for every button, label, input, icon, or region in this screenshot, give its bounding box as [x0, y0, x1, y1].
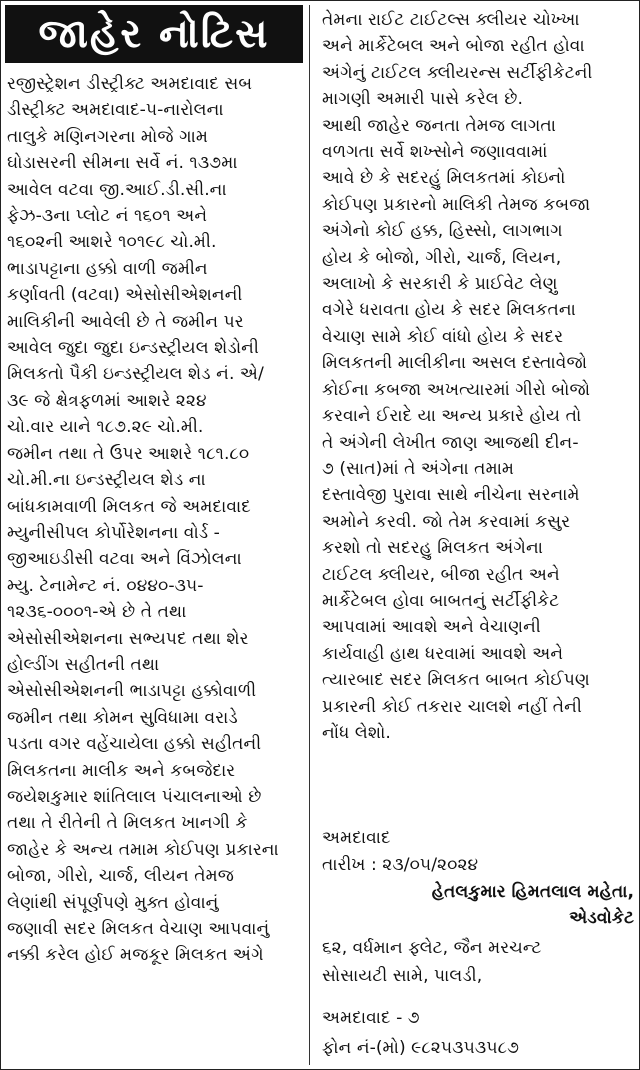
- right-body-text: [322, 7, 634, 746]
- body-line: લેણાંથી સંપૂર્ણપણે મુક્ત હોવાનું: [7, 892, 219, 913]
- body-line: ડીસ્ટ્રીક્ટ અમદાવાદ-૫-નારોલના: [7, 100, 224, 121]
- body-line: ટાઈટલ ક્લીયર, બીજા રહીત અને: [322, 564, 560, 585]
- body-line: ભાડાપટ્ટાના હક્કો વાળી જમીન: [7, 258, 208, 279]
- body-line: તેમના રાઈટ ટાઈટલ્સ ક્લીયર ચોખ્ખા: [322, 10, 580, 30]
- body-line: જમીન તથા કોમન સુવિધામા વરાડે: [7, 707, 238, 728]
- body-line: મ્યુનીસીપલ કોર્પોરેશનના વોર્ડ -: [7, 522, 220, 543]
- body-line: માલિકીની આવેલી છે તે જમીન પર: [7, 311, 244, 332]
- body-line: પડતા વગર વહેંચાયેલા હક્કો સહીતની: [7, 734, 262, 755]
- body-line: જાહેર કે અન્ય તમામ કોઈપણ પ્રકારના: [7, 839, 279, 860]
- body-line: જણાવી સદર મિલકત વેચાણ આપવાનું: [7, 919, 270, 939]
- phone-line: ફોન નં-(મો) ૯૮૨૫૩૫૩૫૮૭: [322, 1038, 520, 1058]
- body-line: રજીસ્ટ્રેશન ડીસ્ટ્રીક્ટ અમદાવાદ સબ: [7, 74, 253, 94]
- body-line: વળગતા સર્વે શખ્સોને જણાવવામાં: [322, 142, 548, 163]
- date-line: તારીખ : ૨૩/૦૫/૨૦૨૪: [322, 855, 479, 875]
- body-line: કોઈના કબજા અખત્યારમાં ગીરો બોજો: [322, 379, 591, 400]
- body-line: કોઈપણ પ્રકારનો માલિકી તેમજ કબજા: [322, 194, 591, 215]
- body-line: આપવામાં આવશે અને વેચાણની: [322, 617, 541, 638]
- body-line: પ્રકારની કોઈ તકરાર ચાલશે નહીં તેની: [322, 696, 582, 717]
- body-line: આવેલ જુદા જુદા ઇન્ડસ્ટ્રીયલ શેડોની: [7, 338, 259, 359]
- body-line: વેચાણ સામે કોઈ વાંધો હોય કે સદર: [322, 326, 564, 347]
- address-line-2: સોસાયટી સામે, પાલડી,: [322, 966, 483, 986]
- body-line: બોજા, ગીરો, ચાર્જ, લીયન તેમજ: [7, 866, 235, 887]
- body-line: અમોને કરવી. જો તેમ કરવામાં કસુર: [322, 511, 571, 532]
- body-line: અંગેનો કોઈ હક્ક, હિસ્સો, લાગભાગ: [322, 221, 563, 242]
- address-line-3: અમદાવાદ - ૭: [322, 1008, 420, 1028]
- body-line: મિલકતના માલીક અને કબજેદાર: [7, 760, 236, 781]
- body-line: કરવાને ઈરાદે યા અન્ય પ્રકારે હોય તો: [322, 406, 582, 427]
- body-line: ૧૨૩૬-૦૦૦૧-એ છે તે તથા: [7, 602, 187, 623]
- body-line: મ્યુ. ટેનામેન્ટ નં. ૦૪૪૦-૩૫-: [7, 575, 204, 596]
- body-line: આવેલ વટવા જી.આઈ.ડી.સી.ના: [7, 179, 227, 200]
- body-line: કર્ણાવતી (વટવા) એસોસીએશનની: [7, 285, 243, 306]
- body-line: મિલકતો પૈકી ઇન્ડસ્ટ્રીયલ શેડ નં. એ/: [7, 364, 264, 385]
- column-divider: [309, 5, 310, 1065]
- body-line: અને માર્કેટેબલ અને બોજા રહીત હોવા: [322, 36, 585, 57]
- body-line: બાંધકામવાળી મિલકત જે અમદાવાદ: [7, 496, 251, 517]
- body-line: મિલકતની માલીકીના અસલ દસ્તાવેજો: [322, 353, 588, 374]
- body-line: ચો.વાર યાને ૧૮૭.૨૯ ચો.મી.: [7, 417, 204, 438]
- advocate-title: એડવોકેટ: [569, 908, 634, 928]
- body-line: ફેઝ-૩ના પ્લોટ નં ૧૬૦૧ અને: [7, 206, 208, 227]
- body-line: માગણી અમારી પાસે કરેલ છે.: [322, 89, 523, 110]
- body-line: અલાખો કે સરકારી કે પ્રાઈવેટ લેણુ: [322, 274, 558, 295]
- body-line: હોલ્ડીંગ સહીતની તથા: [7, 654, 160, 675]
- notice-heading: જાહેર નોટિસ: [5, 5, 303, 63]
- body-line: એસોસીએશનની ભાડાપટ્ટા હક્કોવાળી: [7, 681, 257, 702]
- body-line: હોય કે બોજો, ગીરો, ચાર્જ, લિયન,: [322, 247, 562, 268]
- body-line: વગેરે ધરાવતા હોય કે સદર મિલકતના: [322, 300, 576, 321]
- advocate-name: હેતલકુમાર હિમતલાલ મહેતા,: [431, 882, 634, 902]
- body-line: નોંધ લેશો.: [322, 722, 391, 743]
- body-line: માર્કેટેબલ હોવા બાબતનું સર્ટીફીકેટ: [322, 590, 560, 611]
- city-line: અમદાવાદ: [322, 828, 391, 848]
- body-line: અંગેનું ટાઈટલ ક્લીયરન્સ સર્ટીફીકેટની: [322, 62, 593, 83]
- body-line: ત્યારબાદ સદર મિલકત બાબત કોઈપણ: [322, 670, 590, 691]
- body-line: ઘોડાસરની સીમના સર્વે નં. ૧૩૭મા: [7, 153, 238, 174]
- body-line: ૩૯ જે ક્ષેત્રફળમાં આશરે ૨૨૪: [7, 390, 207, 411]
- body-line: આવે છે કે સદરહું મિલકતમાં કોઇનો: [322, 168, 566, 189]
- left-body-text: [7, 71, 302, 969]
- right-column: [316, 1, 638, 1069]
- body-line: જમીન તથા તે ઉપર આશરે ૧૮૧.૮૦: [7, 443, 250, 464]
- left-column: [1, 1, 306, 1069]
- body-line: જયેશકુમાર શાંતિલાલ પંચાલનાઓ છે: [7, 786, 262, 807]
- body-line: જીઆઇડીસી વટવા અને વિંઝોલના: [7, 549, 242, 570]
- body-line: એસોસીએશનના સભ્યપદ તથા શેર: [7, 628, 249, 649]
- body-line: ૭ (સાત)માં તે અંગેના તમામ: [322, 458, 515, 479]
- body-line: તે અંગેની લેખીત જાણ આજથી દીન-: [322, 432, 579, 453]
- body-line: કાર્યવાહી હાથ ધરવામાં આવશે અને: [322, 643, 564, 664]
- body-line: આથી જાહેર જનતા તેમજ લાગતા: [322, 115, 556, 136]
- body-line: તથા તે રીતેની તે મિલકત ખાનગી કે: [7, 813, 248, 834]
- body-line: દસ્તાવેજી પુરાવા સાથે નીચેના સરનામે: [322, 485, 580, 506]
- body-line: કરશો તો સદરહુ મિલકત અંગેના: [322, 538, 543, 559]
- body-line: નક્કી કરેલ હોઈ મજકૂર મિલકત અંગે: [7, 945, 264, 966]
- body-line: ૧૬૦૨ની આશરે ૧૦૧૯૮ ચો.મી.: [7, 232, 217, 253]
- body-line: તાલુકે મણિનગરના મોજે ગામ: [7, 126, 208, 147]
- address-line-1: ૬૨, વર્ધમાન ફ્લેટ, જૈન મરચન્ટ: [322, 938, 542, 958]
- body-line: ચો.મી.ના ઇન્ડસ્ટ્રીયલ શેડ ના: [7, 470, 206, 491]
